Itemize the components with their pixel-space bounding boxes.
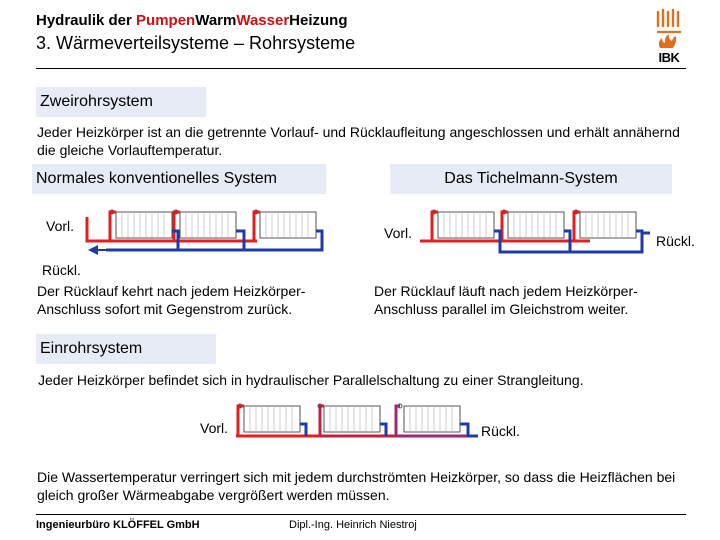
einrohr-supply-label: Vorl. <box>200 420 229 436</box>
tichelmann-heading: Das Tichelmann-System <box>390 164 672 194</box>
radiator <box>502 210 564 238</box>
ibk-flame-logo-icon <box>654 8 684 66</box>
conventional-system-diagram <box>30 200 340 265</box>
section-heading-einrohr: Einrohrsystem <box>36 334 216 364</box>
title-part: Pumpen <box>136 12 196 29</box>
tichelmann-supply-label: Vorl. <box>384 225 413 241</box>
conventional-return-label: Rückl. <box>42 262 81 278</box>
header-title <box>36 12 348 29</box>
einrohr-conclusion: Die Wassertemperatur verringert sich mit jedem durchströmten Heizkörper, so dass die Heizflächen bei gleich großer Wärmeabgabe vergrößert werden müssen. <box>37 469 676 503</box>
tichelmann-return-label: Rückl. <box>656 233 695 249</box>
radiator <box>238 404 300 432</box>
title-part: Heizung <box>289 12 348 29</box>
einrohr-description: Jeder Heizkörper befindet sich in hydraulischer Parallelschaltung zu einer Strangleitung. <box>38 372 584 388</box>
radiator <box>318 404 380 432</box>
conventional-heading: Normales konventionelles System <box>32 164 326 194</box>
conventional-supply-label: Vorl. <box>46 218 75 234</box>
header-divider <box>36 68 686 69</box>
radiator <box>432 210 494 238</box>
return-pipe <box>380 424 386 436</box>
radiator <box>398 404 460 432</box>
radiator <box>574 210 636 238</box>
section-heading-zweirohr: Zweirohrsystem <box>36 87 206 117</box>
title-part: Warm <box>195 12 237 29</box>
logo-text: IBK <box>658 50 680 65</box>
title-part: Hydraulik der <box>36 12 137 29</box>
footer-divider <box>36 514 686 515</box>
return-pipe <box>460 424 478 436</box>
flame-logo-graphic <box>654 8 684 50</box>
radiator <box>174 210 236 238</box>
zweirohr-description: Jeder Heizkörper ist an die getrennte Vorlauf- und Rücklaufleitung angeschlossen und erhält annähernd die gleiche Vorlauftemperatur. <box>37 124 680 158</box>
page-title: 3. Wärmeverteilsysteme – Rohrsysteme <box>36 33 356 53</box>
conventional-description: Der Rücklauf kehrt nach jedem Heizkörper-Anschluss sofort mit Gegenstrom zurück. <box>37 283 306 317</box>
footer-author: Dipl.-Ing. Heinrich Niestroj <box>289 519 417 531</box>
tichelmann-description: Der Rücklauf läuft nach jedem Heizkörper-Anschluss parallel im Gleichstrom weiter. <box>374 283 638 317</box>
radiator <box>110 210 172 238</box>
return-arrow-icon <box>88 245 98 255</box>
einrohr-return-label: Rückl. <box>481 423 520 439</box>
footer-company: Ingenieurbüro KLÖFFEL GmbH <box>36 519 200 531</box>
radiator <box>254 210 316 238</box>
return-pipe <box>300 424 306 436</box>
tichelmann-system-diagram <box>380 200 670 265</box>
title-part: Wasser <box>236 12 290 29</box>
